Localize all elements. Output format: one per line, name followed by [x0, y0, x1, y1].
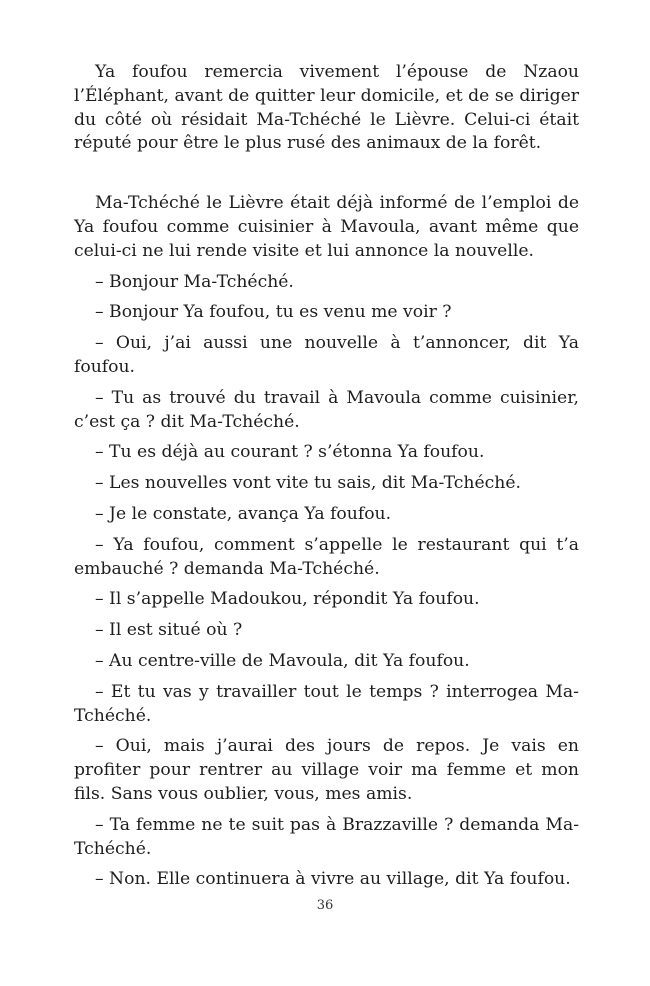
dialogue-line: – Bonjour Ya foufou, tu es venu me voir ?: [95, 302, 452, 323]
dialogue-line: – Il est situé où ?: [95, 620, 243, 641]
dialogue-line: – Non. Elle continuera à vivre au village, dit Ya foufou.: [95, 869, 571, 890]
dialogue-line: – Au centre-ville de Mavoula, dit Ya foufou.: [95, 650, 470, 671]
dialogue-line: – Oui, j’ai aussi une nouvelle à t’annoncer, dit Ya foufou.: [74, 333, 579, 377]
section-gap: [74, 156, 579, 192]
dialogue-line: – Bonjour Ma-Tchéché.: [95, 271, 294, 292]
dialogue-line: – Je le constate, avança Ya foufou.: [95, 503, 392, 524]
page-body: [74, 61, 579, 899]
dialogue-line: – Il s’appelle Madoukou, répondit Ya foufou.: [95, 589, 480, 610]
dialogue-line: – Tu as trouvé du travail à Mavoula comme cuisinier, c’est ça ? dit Ma-Tchéché.: [74, 387, 579, 432]
paragraph-2: Ma-Tchéché le Lièvre était déjà informé de l’emploi de Ya foufou comme cuisinier à Mavoula, avant même que celui-ci ne lui rende visite et lui annonce la nouvelle.: [74, 193, 579, 261]
dialogue-line: – Les nouvelles vont vite tu sais, dit Ma-Tchéché.: [95, 473, 521, 494]
page-number: 36: [316, 898, 334, 913]
dialogue-line: – Tu es déjà au courant ? s’étonna Ya foufou.: [95, 442, 485, 463]
paragraph-1: Ya foufou remercia vivement l’épouse de Nzaou l’Éléphant, avant de quitter leur domicile, et de se diriger du côté où résidait Ma-Tchéché le Lièvre. Celui-ci était réputé pour être le plus rusé des animaux de la forêt.: [74, 62, 579, 154]
dialogue-line: – Oui, mais j’aurai des jours de repos. Je vais en profiter pour rentrer au village voir ma femme et mon fils. Sans vous oublier, vous, mes amis.: [74, 736, 579, 804]
dialogue-line: – Et tu vas y travailler tout le temps ? interrogea Ma-Tchéché.: [74, 681, 579, 726]
dialogue-line: – Ya foufou, comment s’appelle le restaurant qui t’a embauché ? demanda Ma-Tchéché.: [74, 534, 579, 579]
dialogue-line: – Ta femme ne te suit pas à Brazzaville ? demanda Ma-Tchéché.: [74, 814, 579, 859]
